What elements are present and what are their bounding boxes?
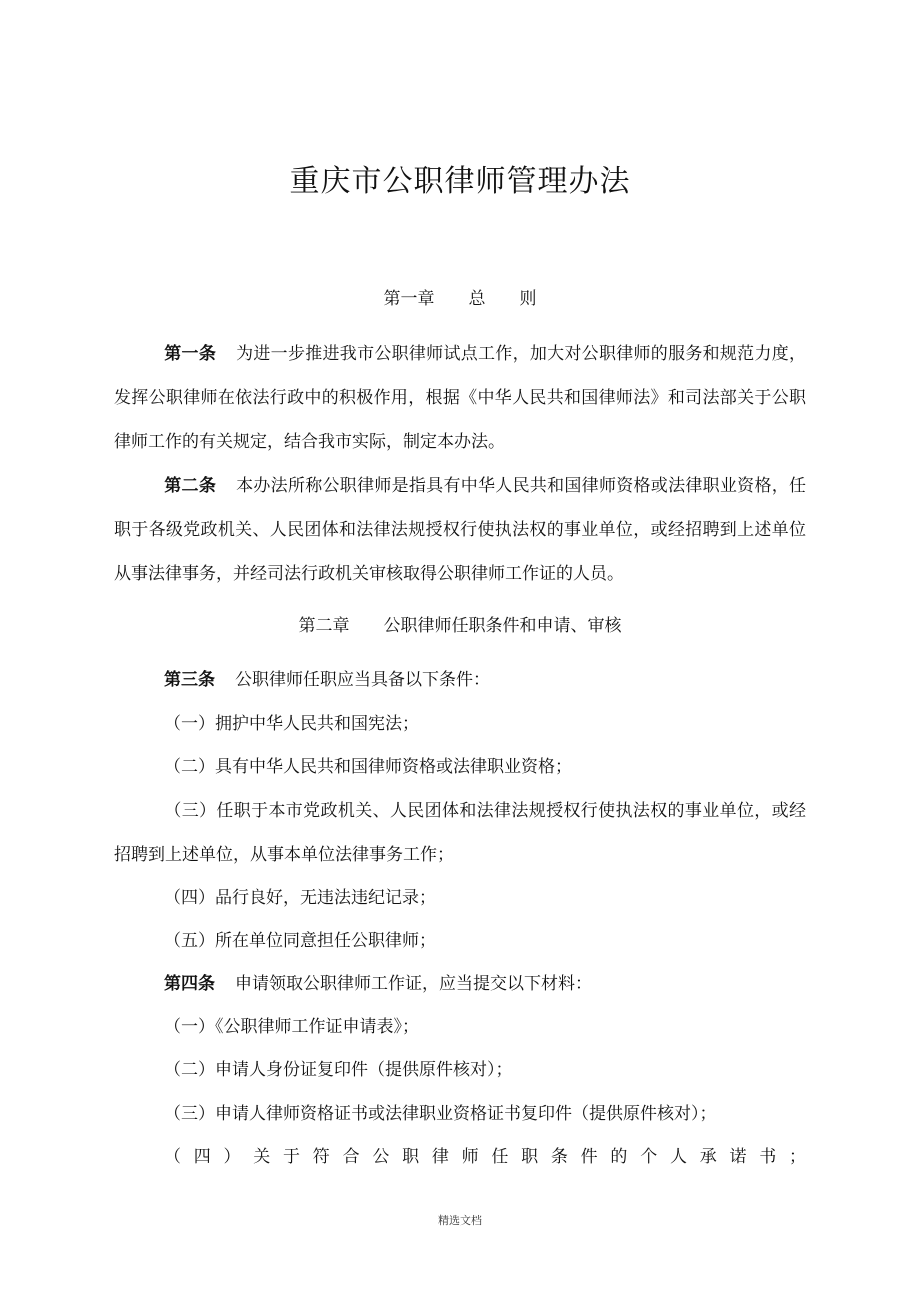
article-3-text: 公职律师任职应当具备以下条件： bbox=[235, 670, 490, 690]
article-3-item-4: （四）品行良好，无违法违纪记录； bbox=[164, 888, 436, 908]
chapter-2-name: 公职律师任职条件和申请、审核 bbox=[383, 616, 622, 636]
chapter-1-number: 第一章 bbox=[383, 289, 435, 309]
article-2-text: 本办法所称公职律师是指具有中华人民共和国律师资格或法律职业资格，任职于各级党政机关、人民团体和法律法规授权行使执法权的事业单位，或经招聘到上述单位从事法律事务，并经司法行政机关审核取得公职律师工作证的人员。 bbox=[114, 476, 807, 584]
document-title: 重庆市公职律师管理办法 bbox=[289, 164, 631, 199]
article-1-label: 第一条 bbox=[164, 344, 217, 364]
article-3-item-1: （一）拥护中华人民共和国宪法； bbox=[164, 714, 419, 734]
chapter-1-name-part2: 则 bbox=[519, 289, 537, 309]
article-3-item-3: （三）任职于本市党政机关、人民团体和法律法规授权行使执法权的事业单位，或经招聘到上述单位，从事本单位法律事务工作； bbox=[114, 801, 806, 865]
article-3-item-2: （二）具有中华人民共和国律师资格或法律职业资格； bbox=[164, 757, 572, 777]
article-3-label: 第三条 bbox=[164, 670, 215, 690]
article-2 bbox=[114, 464, 806, 596]
article-3 bbox=[114, 658, 806, 702]
article-4-item-1: （一）《公职律师工作证申请表》； bbox=[164, 1017, 419, 1037]
chapter-1-heading bbox=[0, 287, 920, 311]
article-3-item-5: （五）所在单位同意担任公职律师； bbox=[164, 931, 436, 951]
article-1 bbox=[114, 332, 806, 464]
article-4-label: 第四条 bbox=[164, 974, 215, 994]
article-2-label: 第二条 bbox=[164, 476, 217, 496]
article-4-text: 申请领取公职律师工作证，应当提交以下材料： bbox=[235, 974, 592, 994]
article-4-item-4: （四）关于符合公职律师任职条件的个人承诺书； bbox=[164, 1147, 806, 1167]
chapter-1-name-part1: 总 bbox=[468, 289, 486, 309]
article-4-item-3: （三）申请人律师资格证书或法律职业资格证书复印件（提供原件核对）； bbox=[164, 1104, 717, 1124]
page-footer: 精选文档 bbox=[438, 1214, 482, 1227]
chapter-2-heading bbox=[0, 614, 920, 638]
article-4-item-2: （二）申请人身份证复印件（提供原件核对）； bbox=[164, 1060, 513, 1080]
chapter-2-number: 第二章 bbox=[298, 616, 350, 636]
article-1-text: 为进一步推进我市公职律师试点工作，加大对公职律师的服务和规范力度，发挥公职律师在依法行政中的积极作用，根据《中华人民共和国律师法》和司法部关于公职律师工作的有关规定，结合我市实际，制定本办法。 bbox=[114, 344, 807, 452]
article-4 bbox=[114, 962, 806, 1006]
